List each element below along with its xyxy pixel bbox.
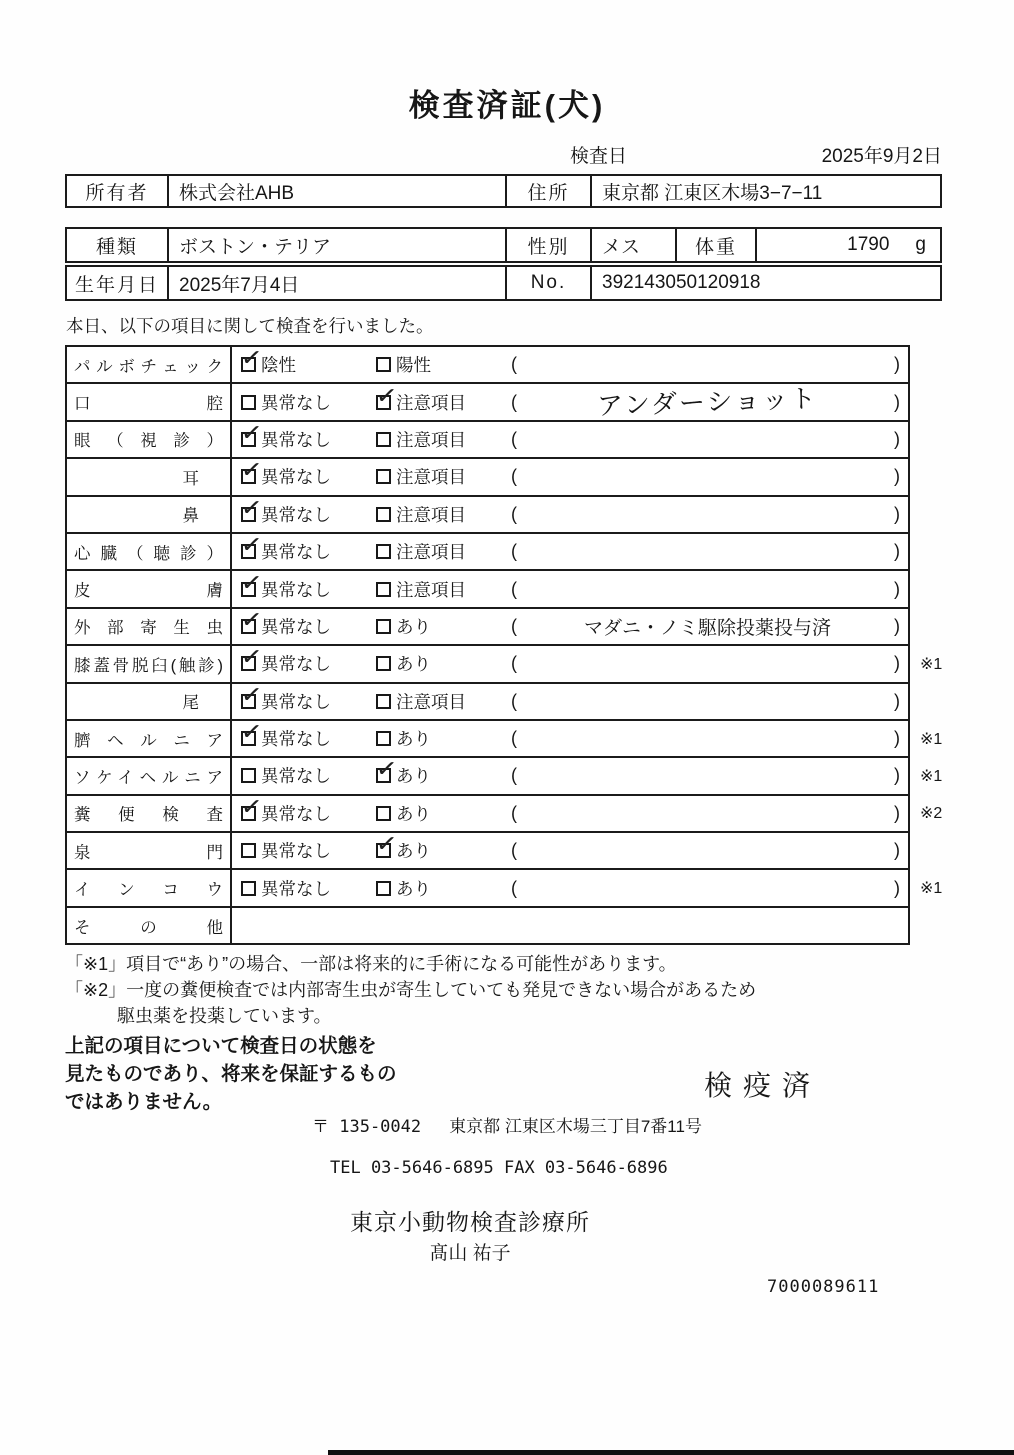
- birthdate-value: 2025年7月4日: [169, 267, 507, 299]
- exam-option-1: [239, 791, 376, 826]
- exam-comment-area: [511, 691, 908, 712]
- checkbox-option-1: [241, 395, 256, 410]
- close-paren: ): [894, 503, 900, 524]
- exam-option-2-label: あり: [396, 766, 431, 787]
- exam-item-cell: [67, 459, 232, 494]
- exam-option-2-label: あり: [396, 654, 431, 675]
- exam-option-1-label: 異常なし: [261, 803, 331, 824]
- open-paren: (: [511, 877, 517, 898]
- exam-option-2: [376, 502, 511, 527]
- exam-row: [67, 908, 908, 943]
- close-paren: ): [894, 728, 900, 749]
- weight-number: 1790: [847, 234, 890, 255]
- exam-item-cell: [67, 870, 232, 905]
- serial-number: 7000089611: [767, 1277, 880, 1297]
- sex-value: メス: [592, 229, 677, 261]
- checkmark-icon: ✓: [239, 567, 264, 598]
- no-label: No.: [507, 267, 592, 299]
- checkmark-icon: ✓: [239, 679, 264, 711]
- open-paren: (: [511, 541, 517, 562]
- checkbox-option-2: [374, 828, 399, 860]
- open-paren: (: [511, 578, 517, 599]
- owner-value: 株式会社AHB: [169, 176, 507, 206]
- exam-option-2: [376, 352, 511, 377]
- exam-row: [67, 754, 943, 795]
- close-paren: ): [894, 877, 900, 898]
- exam-checks-cell: [232, 716, 908, 756]
- footnote-2: 「※2」一度の糞便検査では内部寄生虫が寄生していても発見できない場合があるため: [65, 980, 757, 1000]
- checkbox-option-2: [376, 656, 391, 671]
- exam-option-1-label: 異常なし: [261, 616, 331, 637]
- checkbox-option-1: [239, 716, 264, 748]
- exam-item-label: 耳: [182, 469, 199, 488]
- open-paren: (: [511, 653, 517, 674]
- exam-row: [67, 529, 908, 571]
- exam-item-label: 外部寄生虫: [74, 619, 223, 638]
- open-paren: (: [511, 690, 517, 711]
- exam-item-cell: [67, 534, 232, 569]
- exam-comment-area: [511, 840, 908, 861]
- footnotes: [65, 951, 756, 1029]
- exam-option-1: [239, 604, 376, 639]
- checkbox-option-2: [376, 469, 391, 484]
- exam-option-2-label: 注意項目: [396, 429, 466, 450]
- checkmark-icon: ✓: [239, 529, 264, 561]
- exam-item-label: 鼻: [182, 507, 199, 526]
- checkbox-option-1: [239, 679, 264, 711]
- exam-comment: マダニ・ノミ駆除投薬投与済: [583, 617, 831, 639]
- exam-checks-cell: [232, 529, 908, 569]
- checkbox-option-1: [239, 567, 264, 598]
- exam-table: [65, 342, 943, 945]
- checkbox-option-1: [241, 768, 256, 783]
- exam-option-1-label: 陰性: [261, 355, 296, 376]
- exam-item-label: 眼（視診）: [74, 432, 223, 451]
- exam-item-label: 臍ヘルニア: [74, 731, 223, 750]
- exam-option-1-label: 異常なし: [261, 467, 331, 488]
- exam-option-1-label: 異常なし: [261, 579, 331, 600]
- exam-option-1: [241, 876, 376, 901]
- exam-item-label: 口腔: [74, 395, 223, 414]
- checkmark-icon: ✓: [374, 754, 399, 785]
- exam-item-cell: [67, 833, 232, 868]
- disclaimer-line-2: 見たものであり、将来を保証するもの: [65, 1063, 397, 1085]
- checkbox-option-2: [374, 380, 399, 411]
- checkbox-option-2: [374, 754, 399, 785]
- checkmark-icon: ✓: [239, 604, 264, 636]
- checkmark-icon: ✓: [239, 417, 264, 449]
- clinic-address-line: [312, 1112, 702, 1137]
- note-reference-mark: ※1: [920, 880, 943, 898]
- checkbox-option-1: [239, 791, 264, 823]
- exam-item-label: 泉門: [74, 843, 223, 862]
- exam-item-cell: [67, 384, 232, 419]
- checkbox-option-1: [239, 342, 264, 374]
- clinic-name: 東京小動物検査診療所: [350, 1209, 590, 1235]
- owner-label: 所有者: [67, 176, 169, 206]
- exam-option-2-label: あり: [396, 803, 431, 824]
- checkbox-option-1: [241, 843, 256, 858]
- exam-option-1: [239, 492, 376, 527]
- disclaimer-text: [65, 1032, 397, 1116]
- exam-option-1-label: 異常なし: [261, 654, 331, 675]
- exam-option-2-label: あり: [396, 878, 431, 899]
- exam-option-1-label: 異常なし: [261, 691, 331, 712]
- exam-item-label: 尾: [182, 694, 199, 713]
- exam-option-2-label: 注意項目: [396, 467, 466, 488]
- birthdate-number-row: [65, 265, 942, 301]
- address-label: 住所: [507, 176, 592, 206]
- exam-comment-area: [511, 765, 908, 786]
- exam-item-cell: [67, 497, 232, 532]
- checkbox-option-1: [239, 604, 264, 636]
- breed-label: 種類: [67, 229, 169, 261]
- open-paren: (: [511, 728, 517, 749]
- exam-comment: アンダーショット: [596, 382, 819, 421]
- exam-option-1-label: 異常なし: [261, 429, 331, 450]
- exam-option-1: [241, 390, 376, 415]
- exam-option-1-label: 異常なし: [261, 542, 331, 563]
- checkbox-option-1: [239, 455, 264, 486]
- exam-row: [67, 604, 908, 646]
- exam-item-label: インコウ: [74, 881, 223, 900]
- exam-row: [67, 455, 908, 496]
- checkbox-option-1: [241, 881, 256, 896]
- exam-checks-cell: [232, 828, 908, 868]
- exam-option-2-label: 陽性: [396, 355, 431, 376]
- exam-row: [67, 828, 908, 870]
- exam-option-2: [376, 876, 511, 901]
- scan-artifact-bar: [328, 1450, 1014, 1455]
- exam-comment-area: [511, 728, 908, 749]
- exam-item-cell: [67, 571, 232, 606]
- exam-item-cell: [67, 422, 232, 457]
- checkmark-icon: ✓: [239, 455, 264, 486]
- exam-item-cell: [67, 684, 232, 719]
- exam-comment-area: [511, 504, 908, 525]
- exam-checks-cell: [232, 567, 908, 606]
- exam-comment-area: [511, 613, 908, 640]
- exam-option-2-label: 注意項目: [396, 504, 466, 525]
- exam-option-1-label: 異常なし: [261, 766, 331, 787]
- close-paren: ): [894, 541, 900, 562]
- close-paren: ): [894, 578, 900, 599]
- open-paren: (: [511, 615, 517, 636]
- open-paren: (: [511, 840, 517, 861]
- veterinarian-name: 髙山 祐子: [429, 1243, 511, 1264]
- exam-item-cell: [67, 609, 232, 644]
- exam-checks-cell: [232, 604, 908, 644]
- exam-item-label: その他: [74, 918, 223, 937]
- exam-checks-cell: [232, 641, 908, 681]
- exam-item-label: 糞便検査: [74, 806, 223, 825]
- exam-comment-area: [511, 579, 908, 600]
- exam-checks-cell: [232, 870, 908, 905]
- open-paren: (: [511, 802, 517, 823]
- exam-option-2: [374, 380, 511, 415]
- exam-item-label: ソケイヘルニア: [74, 768, 223, 787]
- exam-row: [67, 641, 943, 683]
- exam-option-2: [376, 801, 511, 826]
- page-title: 検査済証(犬): [408, 88, 606, 123]
- exam-option-2: [376, 464, 511, 489]
- exam-option-1: [239, 455, 376, 489]
- exam-option-1: [239, 716, 376, 751]
- exam-item-cell: [67, 908, 232, 943]
- exam-item-cell: [67, 646, 232, 681]
- checkbox-option-2: [376, 544, 391, 559]
- close-paren: ): [894, 802, 900, 823]
- checkbox-option-2: [376, 694, 391, 709]
- exam-option-2-label: 注意項目: [396, 542, 466, 563]
- checkbox-option-1: [239, 492, 264, 524]
- exam-row: [67, 791, 943, 833]
- weight-label: 体重: [677, 229, 757, 261]
- checkbox-option-2: [376, 619, 391, 634]
- note-reference-mark: ※1: [920, 730, 943, 748]
- close-paren: ): [894, 840, 900, 861]
- breed-value: ボストン・テリア: [169, 229, 507, 261]
- exam-item-label: 皮膚: [74, 582, 223, 601]
- exam-checks-cell: [232, 342, 908, 382]
- exam-row: [67, 380, 908, 421]
- checkmark-icon: ✓: [239, 342, 264, 374]
- note-reference-mark: ※1: [920, 767, 943, 785]
- checkmark-icon: ✓: [239, 716, 264, 748]
- checkbox-option-2: [376, 881, 391, 896]
- exam-row: [67, 716, 943, 758]
- inspection-date-label: 検査日: [570, 146, 628, 167]
- exam-row: [67, 870, 943, 907]
- tel-fax-line: TEL 03-5646-6895 FAX 03-5646-6896: [330, 1158, 668, 1178]
- close-paren: ): [894, 765, 900, 786]
- exam-option-2: [376, 614, 511, 639]
- breed-sex-weight-row: [65, 227, 942, 263]
- footnote-1: 「※1」項目で“あり”の場合、一部は将来的に手術になる可能性があります。: [65, 954, 677, 974]
- exam-option-2-label: 注意項目: [396, 392, 466, 413]
- exam-option-1-label: 異常なし: [261, 504, 331, 525]
- open-paren: (: [511, 503, 517, 524]
- open-paren: (: [511, 354, 517, 375]
- checkmark-icon: ✓: [239, 641, 264, 673]
- checkbox-option-2: [376, 582, 391, 597]
- checkbox-option-1: [239, 529, 264, 561]
- exam-row: [67, 679, 908, 721]
- sex-label: 性別: [507, 229, 592, 261]
- exam-option-2-label: 注意項目: [396, 691, 466, 712]
- checkmark-icon: ✓: [374, 380, 399, 411]
- exam-option-2: [376, 427, 511, 452]
- quarantine-passed-stamp: 検疫済: [704, 1070, 822, 1101]
- checkbox-option-2: [376, 731, 391, 746]
- exam-checks-cell: [232, 679, 908, 719]
- exam-row: [67, 417, 908, 459]
- close-paren: ): [894, 690, 900, 711]
- exam-option-2-label: 注意項目: [396, 579, 466, 600]
- exam-comment-area: [511, 354, 908, 375]
- close-paren: ): [894, 354, 900, 375]
- exam-comment-area: [511, 541, 908, 562]
- exam-option-2-label: あり: [396, 729, 431, 750]
- exam-option-2: [374, 828, 511, 863]
- exam-checks-cell: [232, 492, 908, 532]
- close-paren: ): [894, 428, 900, 449]
- owner-address-row: [65, 174, 942, 208]
- checkmark-icon: ✓: [239, 492, 264, 524]
- inspection-date-line: [570, 141, 942, 168]
- close-paren: ): [894, 615, 900, 636]
- open-paren: (: [511, 466, 517, 487]
- exam-checks-cell: [232, 754, 908, 793]
- close-paren: ): [894, 391, 900, 412]
- exam-item-cell: [67, 347, 232, 382]
- exam-item-cell: [67, 721, 232, 756]
- weight-unit: g: [915, 234, 926, 255]
- exam-checks-cell: [232, 455, 908, 494]
- exam-option-1: [241, 838, 376, 863]
- exam-option-2: [374, 754, 511, 788]
- open-paren: (: [511, 765, 517, 786]
- exam-item-cell: [67, 796, 232, 831]
- exam-item-label: パルボチェック: [74, 357, 223, 376]
- exam-option-1: [239, 567, 376, 602]
- address-value: 東京都 江東区木場3−7−11: [602, 182, 823, 204]
- postal-code: 〒 135-0042: [312, 1117, 422, 1137]
- checkbox-option-2: [376, 507, 391, 522]
- exam-option-1: [239, 417, 376, 452]
- exam-option-1: [239, 529, 376, 564]
- exam-option-1: [239, 679, 376, 714]
- checkbox-option-1: [239, 641, 264, 673]
- note-reference-mark: ※2: [920, 805, 943, 823]
- exam-comment-area: [511, 653, 908, 674]
- clinic-address: 東京都 江東区木場三丁目7番11号: [449, 1117, 702, 1136]
- exam-checks-cell: [232, 791, 908, 831]
- exam-option-1-label: 異常なし: [261, 841, 331, 862]
- weight-value: [757, 229, 940, 261]
- exam-comment-area: [511, 878, 908, 899]
- exam-option-1-label: 異常なし: [261, 878, 331, 899]
- close-paren: ): [894, 466, 900, 487]
- exam-option-1: [239, 342, 376, 377]
- checkbox-option-2: [376, 432, 391, 447]
- inspection-date-value: 2025年9月2日: [821, 146, 942, 167]
- checkbox-option-2: [376, 357, 391, 372]
- exam-option-1-label: 異常なし: [261, 729, 331, 750]
- exam-option-2: [376, 651, 511, 676]
- exam-option-2: [376, 577, 511, 602]
- exam-row: [67, 567, 908, 608]
- exam-comment-area: [511, 803, 908, 824]
- open-paren: (: [511, 391, 517, 412]
- exam-checks-cell: [232, 908, 908, 943]
- footnote-2-continued: 駆虫薬を投薬しています。: [117, 1006, 332, 1026]
- exam-row: [67, 492, 908, 534]
- checkbox-option-2: [376, 806, 391, 821]
- disclaimer-line-3: ではありません。: [65, 1091, 223, 1113]
- exam-option-1: [241, 763, 376, 788]
- exam-item-cell: [67, 758, 232, 793]
- checkbox-option-1: [239, 417, 264, 449]
- exam-option-2: [376, 689, 511, 714]
- exam-option-2-label: あり: [396, 841, 431, 862]
- exam-option-2: [376, 539, 511, 564]
- exam-item-label: 心臓（聴診）: [74, 544, 223, 563]
- birthdate-label: 生年月日: [67, 267, 169, 299]
- exam-comment-area: [511, 429, 908, 450]
- close-paren: ): [894, 653, 900, 674]
- checkmark-icon: ✓: [374, 828, 399, 860]
- disclaimer-line-1: 上記の項目について検査日の状態を: [65, 1035, 377, 1057]
- exam-option-1-label: 異常なし: [261, 392, 331, 413]
- exam-option-2-label: あり: [396, 616, 431, 637]
- exam-option-2: [376, 726, 511, 751]
- exam-option-1: [239, 641, 376, 676]
- exam-checks-cell: [232, 417, 908, 457]
- intro-text: 本日、以下の項目に関して検査を行いました。: [66, 316, 434, 336]
- open-paren: (: [511, 428, 517, 449]
- exam-checks-cell: [232, 380, 908, 421]
- note-reference-mark: ※1: [920, 655, 943, 673]
- checkmark-icon: ✓: [239, 791, 264, 823]
- no-value: 392143050120918: [602, 272, 761, 293]
- exam-item-label: 膝蓋骨脱臼(触診): [74, 656, 223, 675]
- exam-comment-area: [511, 384, 908, 421]
- exam-comment-area: [511, 466, 908, 487]
